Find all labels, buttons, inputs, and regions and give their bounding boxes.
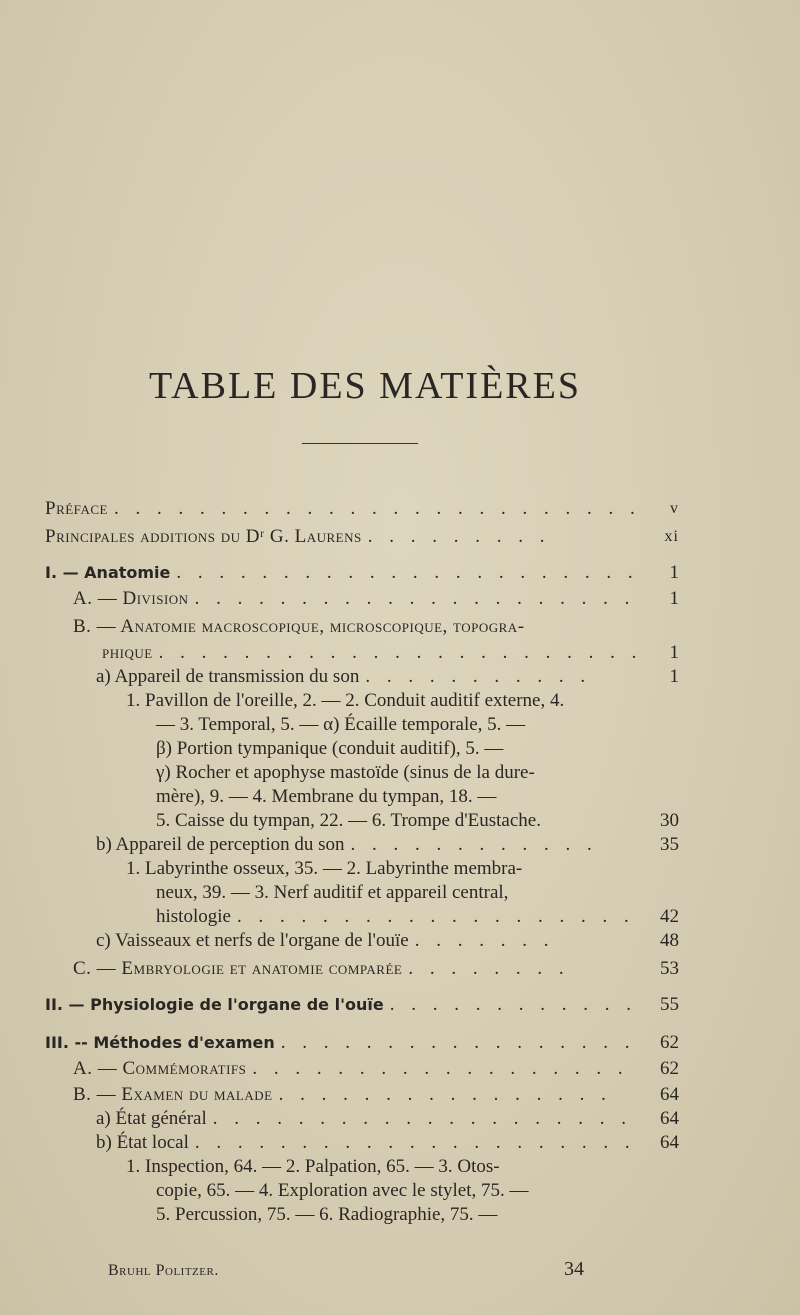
toc-entry-text: mère), 9. — 4. Membrane du tympan, 18. —	[156, 786, 497, 807]
toc-entry-text: γ) Rocher et apophyse mastoïde (sinus de la dure-	[156, 762, 535, 783]
toc-entry-text: phique	[102, 642, 153, 663]
toc-dot-leader: . . . . . . . . . . . .	[350, 834, 598, 855]
toc-entry	[0, 1030, 800, 1056]
toc-entry-text: a) Appareil de transmission du son	[96, 666, 360, 687]
toc-dot-leader: . . . . . . . . . . . . . . . .	[278, 1084, 612, 1105]
toc-entry	[0, 496, 800, 522]
toc-entry	[0, 1202, 800, 1228]
toc-page-number: 1	[669, 588, 679, 609]
signature-mark: 34	[564, 1258, 584, 1280]
toc-entry-text: C. — Embryologie et anatomie comparée	[73, 958, 403, 979]
toc-entry-text: I. — Anatomie	[45, 563, 171, 582]
toc-entry-text: B. — Examen du malade	[73, 1084, 273, 1105]
toc-entry-text: B. — Anatomie macroscopique, microscopique, topogra-	[73, 616, 525, 637]
toc-entry	[0, 928, 800, 954]
toc-page-number: 64	[660, 1132, 679, 1153]
toc-page-number: 42	[660, 906, 679, 927]
toc-page-number: 1	[669, 642, 679, 663]
toc-dot-leader: . . . . . . . .	[408, 958, 570, 979]
toc-entry-text: a) État général	[96, 1108, 207, 1129]
toc-page-number: 1	[669, 666, 679, 687]
toc-entry-text: histologie	[156, 906, 231, 927]
toc-entry	[0, 880, 800, 906]
page-title: TABLE DES MATIÈRES	[149, 365, 581, 407]
toc-entry-text: Préface	[45, 498, 108, 519]
toc-page-number: 64	[660, 1108, 679, 1129]
toc-entry	[0, 904, 800, 930]
toc-page-number: 35	[660, 834, 679, 855]
toc-page-number: 62	[660, 1058, 679, 1079]
toc-page-number: v	[670, 500, 679, 517]
toc-entry-text: b) Appareil de perception du son	[96, 834, 345, 855]
toc-entry-text: 5. Percussion, 75. — 6. Radiographie, 75. —	[156, 1204, 498, 1225]
toc-entry	[0, 736, 800, 762]
toc-dot-leader: . . . . . . . . . . . . . . . . . . . .	[212, 1108, 633, 1129]
toc-entry-text: β) Portion tympanique (conduit auditif), 5. —	[156, 738, 504, 759]
toc-page-number: 64	[660, 1084, 679, 1105]
footer-author: Bruhl Politzer.	[108, 1262, 219, 1279]
toc-page-number: 1	[669, 562, 679, 583]
toc-entry	[0, 640, 800, 666]
toc-entry	[0, 808, 800, 834]
toc-entry-text: III. -- Méthodes d'examen	[45, 1033, 275, 1052]
title-rule	[302, 443, 418, 444]
toc-entry	[0, 688, 800, 714]
toc-entry	[0, 784, 800, 810]
toc-entry	[0, 1178, 800, 1204]
toc-dot-leader: . . . . . . . . .	[367, 526, 551, 547]
toc-entry-text: neux, 39. — 3. Nerf auditif et appareil central,	[156, 882, 509, 903]
toc-entry-text: 1. Pavillon de l'oreille, 2. — 2. Conduit auditif externe, 4.	[126, 690, 565, 711]
toc-dot-leader: . . . . . . . . . . . . . . . . . . . . . .	[176, 562, 639, 583]
toc-dot-leader: . . . . . . . . . . . . . . . . . . . . . . .	[158, 642, 643, 663]
toc-entry	[0, 1056, 800, 1082]
toc-entry	[0, 832, 800, 858]
toc-entry	[0, 1154, 800, 1180]
toc-page-number: 53	[660, 958, 679, 979]
toc-entry-text: II. — Physiologie de l'organe de l'ouïe	[45, 995, 384, 1014]
toc-entry	[0, 712, 800, 738]
toc-page-number: 48	[660, 930, 679, 951]
toc-page-number: 30	[660, 810, 679, 831]
toc-page-number: xi	[664, 528, 679, 545]
toc-entry	[0, 760, 800, 786]
toc-dot-leader: . . . . . . . . . . . . . . . . . . .	[236, 906, 635, 927]
toc-entry-text: A. — Division	[73, 588, 189, 609]
toc-entry	[0, 560, 800, 586]
toc-page-number: 55	[660, 994, 679, 1015]
toc-entry	[0, 614, 800, 640]
toc-entry-text: 1. Labyrinthe osseux, 35. — 2. Labyrinthe membra-	[126, 858, 523, 879]
toc-dot-leader: . . . . . . . . . . . . . . . . .	[280, 1032, 636, 1053]
toc-dot-leader: . . . . . . . . . . . . . . . . . .	[252, 1058, 629, 1079]
toc-entry	[0, 1130, 800, 1156]
toc-page-number: 62	[660, 1032, 679, 1053]
toc-entry	[0, 1082, 800, 1108]
toc-entry	[0, 524, 800, 550]
toc-entry-text: copie, 65. — 4. Exploration avec le stylet, 75. —	[156, 1180, 529, 1201]
toc-entry	[0, 956, 800, 982]
toc-entry	[0, 586, 800, 612]
toc-entry-text: c) Vaisseaux et nerfs de l'organe de l'ouïe	[96, 930, 409, 951]
toc-dot-leader: . . . . . . . . . . . . . . . . . . . . . . . . .	[113, 498, 641, 519]
toc-dot-leader: . . . . . . . . . . . . . . . . . . . . .	[194, 588, 636, 609]
toc-dot-leader: . . . . . . . . . . .	[365, 666, 592, 687]
toc-entry-text: A. — Commémoratifs	[73, 1058, 247, 1079]
toc-dot-leader: . . . . . . . . . . . .	[389, 994, 637, 1015]
toc-entry-text: — 3. Temporal, 5. — α) Écaille temporale, 5. —	[156, 714, 526, 735]
toc-entry	[0, 1106, 800, 1132]
toc-entry	[0, 992, 800, 1018]
toc-dot-leader: . . . . . . .	[414, 930, 555, 951]
toc-entry-text: 5. Caisse du tympan, 22. — 6. Trompe d'Eustache.	[156, 810, 541, 831]
toc-entry	[0, 664, 800, 690]
toc-entry-text: Principales additions du Dʳ G. Laurens	[45, 526, 362, 547]
toc-entry-text: 1. Inspection, 64. — 2. Palpation, 65. — 3. Otos-	[126, 1156, 500, 1177]
page-footer	[108, 1258, 584, 1288]
toc-dot-leader: . . . . . . . . . . . . . . . . . . . . .	[194, 1132, 636, 1153]
toc-entry-text: b) État local	[96, 1132, 189, 1153]
toc-entry	[0, 856, 800, 882]
